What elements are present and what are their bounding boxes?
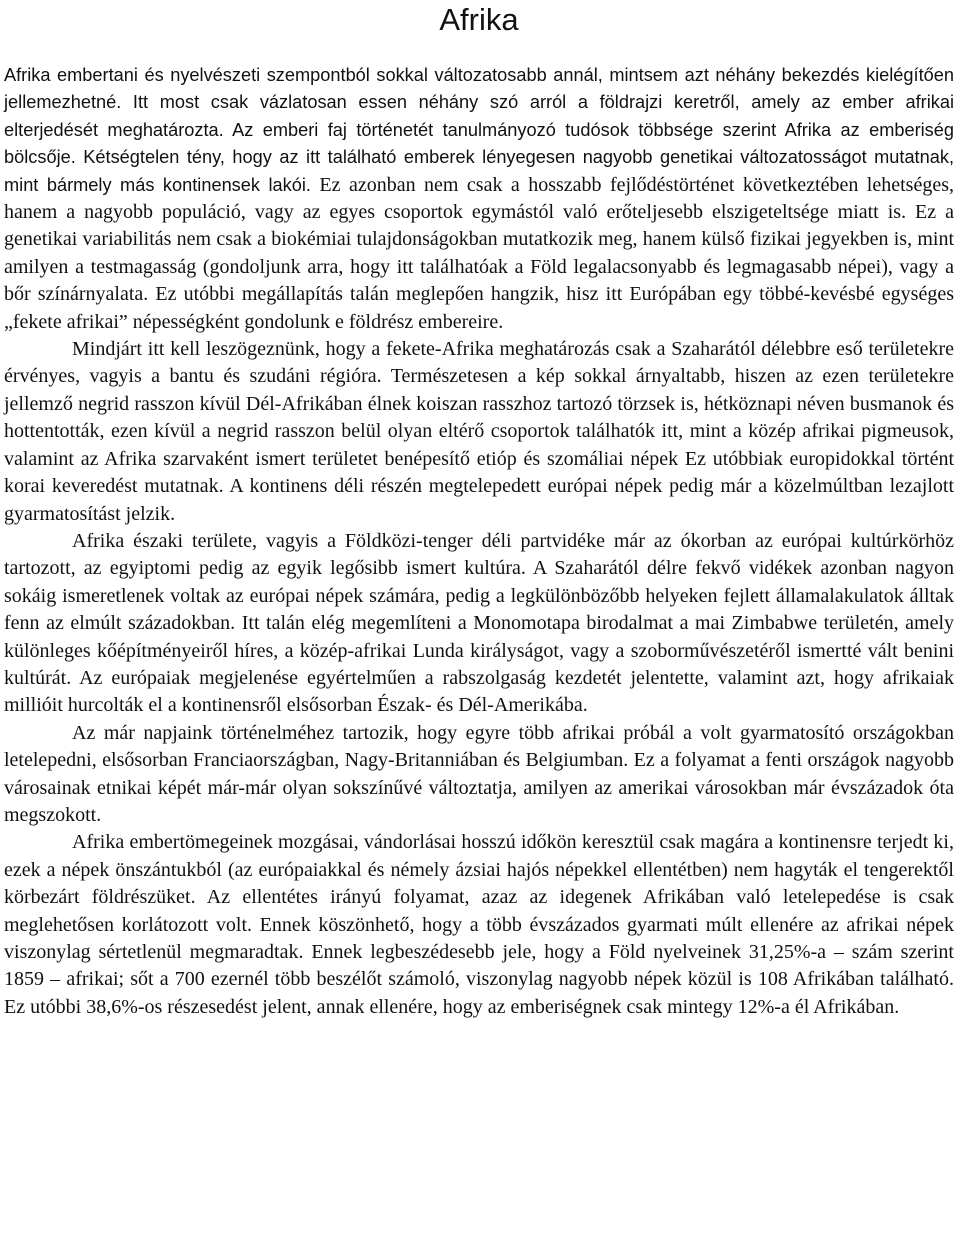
paragraph-languages: Afrika embertömegeinek mozgásai, vándorlásai hosszú időkön keresztül csak magára a kontinensre terjedt ki, ezek a népek önszántukból (az európaiakkal és némely ázsiai hajós népekkel ellentétben) nem hagyták el tengerektől körbezárt földrészüket. Az ellentétes irányú folyamat, azaz az idegenek Afrikában való letelepedése is csak meglehetősen korlátozott volt. Ennek köszönhető, hogy a több évszázados gyarmati múlt ellenére az afrikai népek viszonylag sértetlenül megmaradtak. Ennek legbeszédesebb jele, hogy a Föld nyelveinek 31,25%-a – szám szerint 1859 – afrikai; sőt a 700 ezernél több beszélőt számoló, viszonylag nagyobb népek közül is 108 Afrikában található. Ez utóbbi 38,6%-os részesedést jelent, annak ellenére, hogy az emberiségnek csak mintegy 12%-a él Afrikában. xyxy=(4,831,954,1018)
paragraph-intro-sans-run: Afrika embertani és nyelvészeti szempontból sokkal változatosabb annál, mintsem azt néhány bekezdés kielégítően jellemezhetné. Itt most csak vázlatosan essen néhány szó arról a földrajzi keretről, amely az ember afrikai elterjedését meghatározta. Az emberi faj történetét tanulmányozó tudósok többsége szerint Afrika az emberiség bölcsője. Kétségtelen tény, hogy az itt található emberek lényegesen nagyobb genetikai változatosságot mutatnak, mint bármely más kontinensek lakói. xyxy=(4,65,954,195)
paragraph-black-africa: Mindjárt itt kell leszögeznünk, hogy a fekete-Afrika meghatározás csak a Szaharától délebbre eső területekre érvényes, vagyis a bantu és szudáni régióra. Természetesen a kép sokkal árnyaltabb, hiszen az ezen területekre jellemző negrid rasszon kívül Dél-Afrikában élnek koiszan rasszhoz tartozó törzsek is, hétköznapi néven busmanok és hottentották, ezen kívül a negrid rasszon belül olyan eltérő csoportok találhatók itt, mint a közép afrikai pigmeusok, valamint az Afrika szarvaként ismert területet benépesítő etióp és szomáliai népek Ez utóbbiak europidokkal történt korai keveredést mutatnak. A kontinens déli részén megtelepedett európai népek pedig már a közelmúltban lezajlott gyarmatosítást jelzik. xyxy=(4,338,954,525)
paragraph-intro xyxy=(4,62,954,336)
paragraph-intro-serif-run: Ez azonban nem csak a hosszabb fejlődéstörténet következtében lehetséges, hanem a nagyobb populáció, vagy az egyes csoportok egymástól való erőteljesebb elszigeteltsége miatt is. Ez a genetikai variabilitás nem csak a biokémiai tulajdonságokban mutatkozik meg, hanem külső fizikai jegyekben is, mint amilyen a testmagasság (gondoljunk arra, hogy itt találhatóak a Föld legalacsonyabb és legmagasabb népei), vagy a bőr színárnyalata. Ez utóbbi megállapítás talán meglepően hangzik, hisz itt Európában egy többé-kevésbé egységes „fekete afrikai” népességként gondolunk e földrész embereire. xyxy=(4,173,954,333)
paragraph-modern-migration: Az már napjaink történelméhez tartozik, hogy egyre több afrikai próbál a volt gyarmatosító országokban letelepedni, elsősorban Franciaországban, Nagy-Britanniában és Belgiumban. Ez a folyamat a fenti országok nagyobb városainak etnikai képét már-már olyan sokszínűvé változtatja, amilyen az amerikai városokban már évszázadok óta megszokott. xyxy=(4,721,954,826)
paragraph-north-africa-history: Afrika északi területe, vagyis a Földközi-tenger déli partvidéke már az ókorban az európai kultúrkörhöz tartozott, az egyiptomi pedig az egyik legősibb ismert kultúra. A Szaharától délre fekvő vidékek azonban nagyon sokáig ismeretlenek voltak az európai népek számára, pedig a legkülönbözőbb helyeken fejlett államalakulatok álltak fenn az elmúlt századokban. Itt talán elég megemlíteni a Monomotapa birodalmat a mai Zimbabwe területén, amely különleges kőépítményeiről híres, a közép-afrikai Lunda királyságot, vagy a szoborművészetéről ismertté vált benini kultúrát. Az európaiak megjelenése egyértelműen a rabszolgaság kezdetét jelentette, valamint azt, hogy afrikaiak millióit hurcolták el a kontinensről elsősorban Észak- és Dél-Amerikába. xyxy=(4,529,954,717)
document-title: Afrika xyxy=(439,2,519,37)
